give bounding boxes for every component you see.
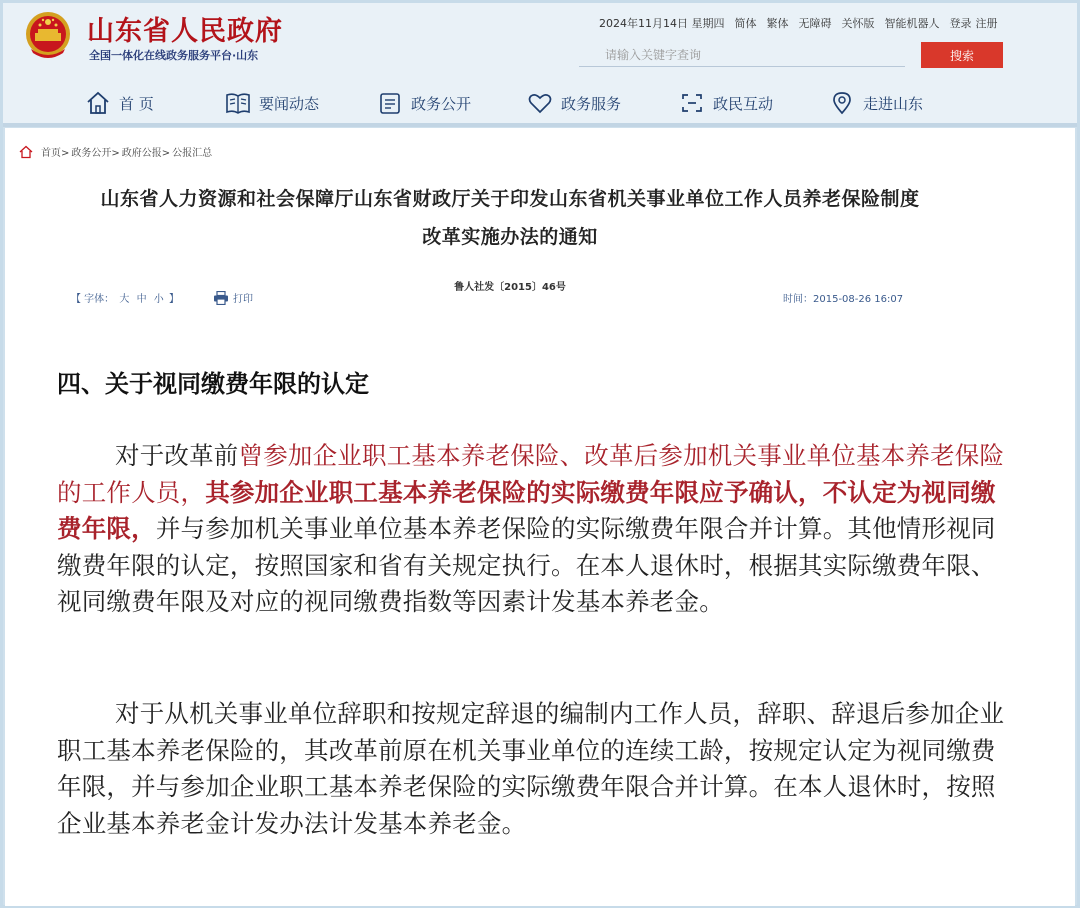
document-title-line1: 山东省人力资源和社会保障厅山东省财政厅关于印发山东省机关事业单位工作人员养老保险制度	[100, 188, 920, 210]
main-nav	[3, 83, 1077, 123]
nav-label: 要闻动态	[259, 94, 320, 113]
breadcrumb	[19, 144, 212, 159]
nav-label: 政务服务	[561, 94, 622, 113]
p1-highlight: 曾参加企业职工基本养老保险、改革后参加机关事业单位基本养老保险的工作人员，	[57, 441, 1005, 507]
publish-time-label: 时间：	[783, 294, 813, 305]
printer-icon	[213, 291, 229, 305]
search-button[interactable]: 搜索	[921, 42, 1003, 68]
document-icon	[377, 90, 403, 116]
publish-time	[783, 290, 903, 305]
location-icon	[829, 90, 855, 116]
traditional-chinese-link[interactable]: 繁体	[766, 17, 789, 30]
nav-item-interaction[interactable]	[679, 83, 773, 123]
print-label: 打印	[233, 294, 253, 305]
font-size-control	[71, 290, 179, 305]
utility-bar	[599, 15, 998, 31]
current-date: 2024年11月14日 星期四	[599, 17, 725, 30]
national-emblem-icon	[23, 9, 73, 63]
nav-label: 政民互动	[713, 94, 774, 113]
simplified-chinese-link[interactable]: 简体	[734, 17, 757, 30]
nav-item-news[interactable]	[225, 83, 319, 123]
nav-item-gov-services[interactable]	[527, 83, 621, 123]
heart-icon	[527, 90, 553, 116]
elder-care-mode-link[interactable]: 关怀版	[841, 17, 875, 30]
font-size-medium-button[interactable]: 中	[136, 294, 147, 305]
p1-text-rest: 并与参加机关事业单位基本养老保险的实际缴费年限合并计算。其他情形视同缴费年限的认定，按照国家和省有关规定执行。在本人退休时，根据其实际缴费年限、视同缴费年限及对应的视同缴费指数等因素计发基本养老金。	[57, 514, 996, 616]
accessibility-link[interactable]: 无障碍	[798, 17, 832, 30]
article-container	[5, 128, 1075, 906]
nav-label: 首 页	[119, 94, 154, 113]
p1-highlight-bold: 其参加企业职工基本养老保险的实际缴费年限应予确认，不认定为视同缴费年限，	[57, 477, 996, 543]
site-header	[3, 3, 1077, 123]
interaction-icon	[679, 90, 705, 116]
breadcrumb-home[interactable]: 首页>	[41, 148, 70, 159]
paragraph-1	[57, 438, 1007, 621]
smart-robot-link[interactable]: 智能机器人	[884, 17, 940, 30]
site-title[interactable]: 山东省人民政府	[87, 16, 283, 47]
font-size-close-bracket: 】	[168, 294, 179, 305]
font-size-large-button[interactable]: 大	[119, 294, 130, 305]
section-heading: 四、关于视同缴费年限的认定	[57, 370, 369, 398]
breadcrumb-gov-affairs[interactable]: 政务公开>	[71, 148, 120, 159]
paragraph-2: 对于从机关事业单位辞职和按规定辞退的编制内工作人员，辞职、辞退后参加企业职工基本养老保险的，其改革前原在机关事业单位的连续工龄，按规定认定为视同缴费年限，并与参加企业职工基本养老保险的实际缴费年限合并计算。在本人退休时，按照企业基本养老金计发办法计发基本养老金。	[57, 699, 1005, 838]
p1-text-start: 对于改革前	[115, 441, 239, 470]
print-button[interactable]	[213, 290, 253, 305]
nav-item-home[interactable]	[85, 83, 154, 123]
document-title	[5, 180, 1015, 256]
book-icon	[225, 90, 251, 116]
header-divider	[3, 123, 1077, 127]
home-icon[interactable]	[19, 145, 33, 159]
register-link[interactable]: 注册	[975, 17, 998, 30]
font-size-small-button[interactable]: 小	[153, 294, 164, 305]
nav-label: 走进山东	[863, 94, 924, 113]
search-input[interactable]	[579, 43, 905, 67]
document-title-line2: 改革实施办法的通知	[422, 226, 598, 248]
nav-item-about-shandong[interactable]	[829, 83, 923, 123]
login-link[interactable]: 登录	[949, 17, 972, 30]
nav-item-gov-affairs[interactable]	[377, 83, 471, 123]
document-meta	[71, 290, 931, 308]
nav-label: 政务公开	[411, 94, 472, 113]
font-size-label: 【 字体：	[71, 294, 115, 305]
publish-time-value: 2015-08-26 16:07	[813, 294, 904, 305]
site-subtitle: 全国一体化在线政务服务平台·山东	[89, 49, 259, 62]
breadcrumb-gazette[interactable]: 政府公报>	[121, 148, 171, 159]
breadcrumb-gazette-summary[interactable]: 公报汇总	[172, 148, 213, 159]
home-icon	[85, 90, 111, 116]
document-number: 鲁人社发〔2015〕46号	[454, 282, 566, 293]
